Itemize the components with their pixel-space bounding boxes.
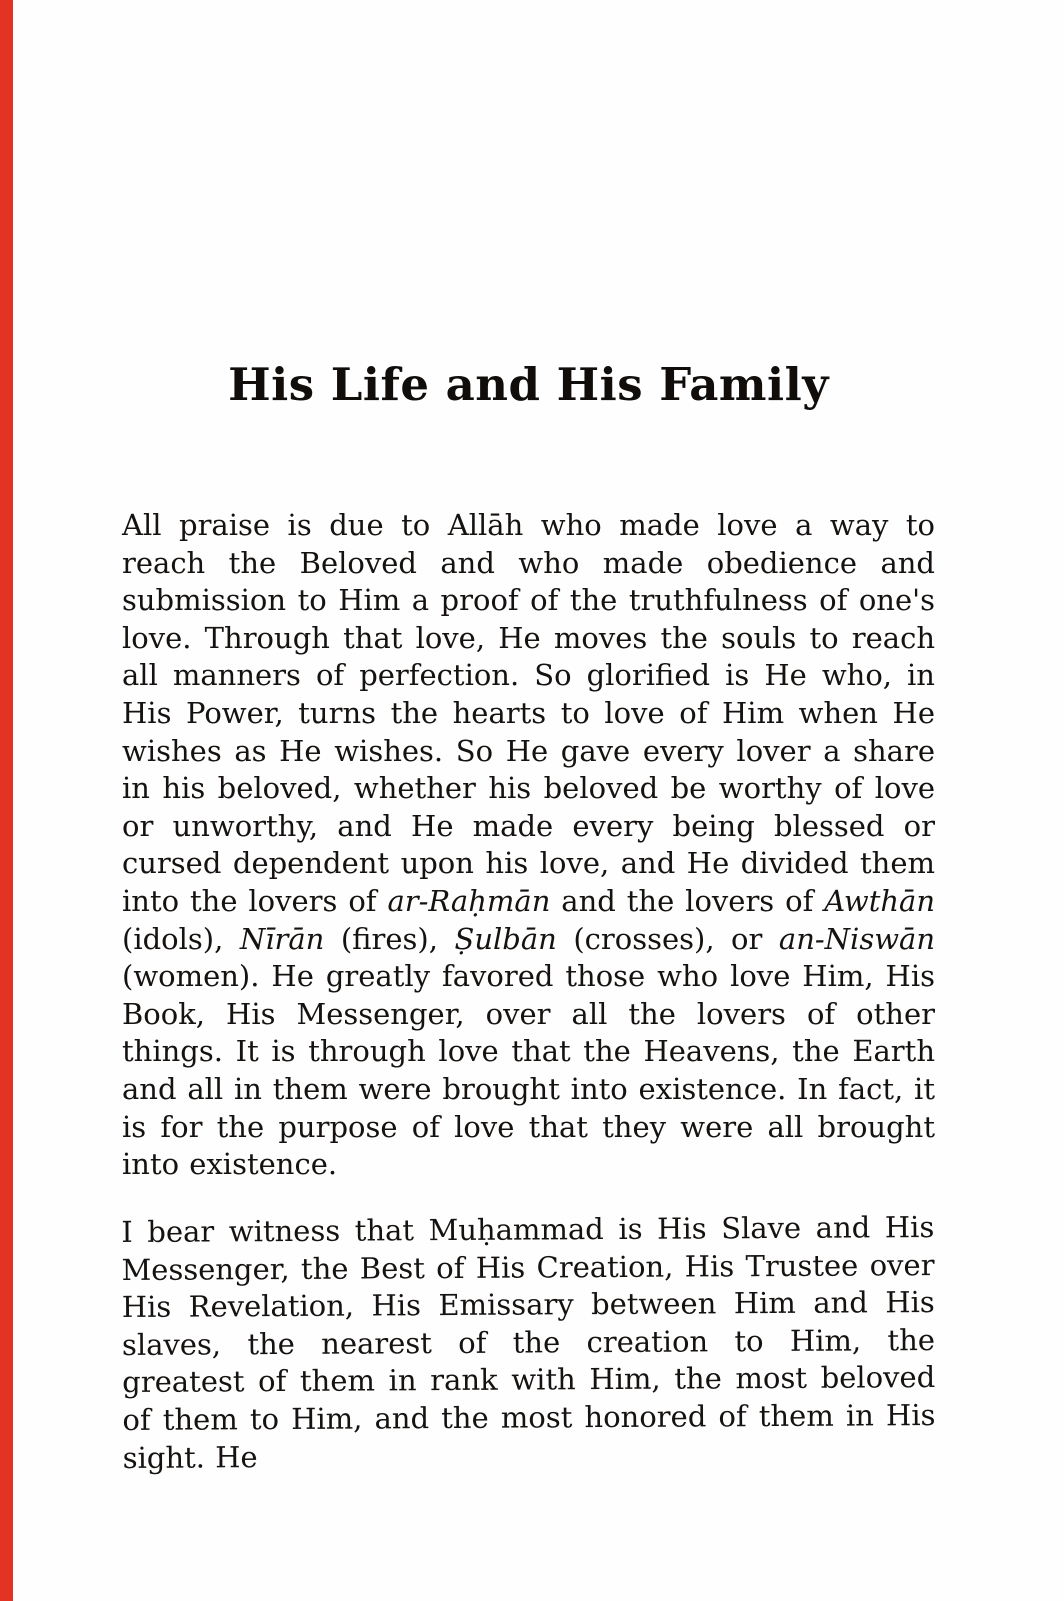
body-text <box>122 507 935 1477</box>
book-spine-edge-stripe <box>0 0 13 1601</box>
page-content <box>122 0 935 1601</box>
chapter-title: His Life and His Family <box>228 358 829 411</box>
paragraph-1: All praise is due to Allāh who made love a way to reach the Beloved and who made obedience and submission to Him a proof of the truthfulness of one's love. Through that love, He moves the souls to reach all manners of perfection. So glorified is He who, in His Power, turns the hearts to love of Him when He wishes as He wishes. So He gave every lover a share in his beloved, whether his beloved be worthy of love or unworthy, and He made every being blessed or cursed dependent upon his love, and He divided them into the lovers of ar-Raḥmān and the lovers of Awthān (idols), Nīrān (fires), Ṣulbān (crosses), or an-Niswān (women). He greatly favored those who love Him, His Book, His Messenger, over all the lovers of other things. It is through love that the Heavens, the Earth and all in them were brought into existence. In fact, it is for the purpose of love that they were all brought into existence. <box>122 508 935 1182</box>
paragraph-2: I bear witness that Muḥammad is His Slave and His Messenger, the Best of His Creation, His Trustee over His Revelation, His Emissary between Him and His slaves, the nearest of the creation to Him, the greatest of them in rank with Him, the most beloved of them to Him, and the most honored of them in His sight. He <box>121 1209 936 1475</box>
